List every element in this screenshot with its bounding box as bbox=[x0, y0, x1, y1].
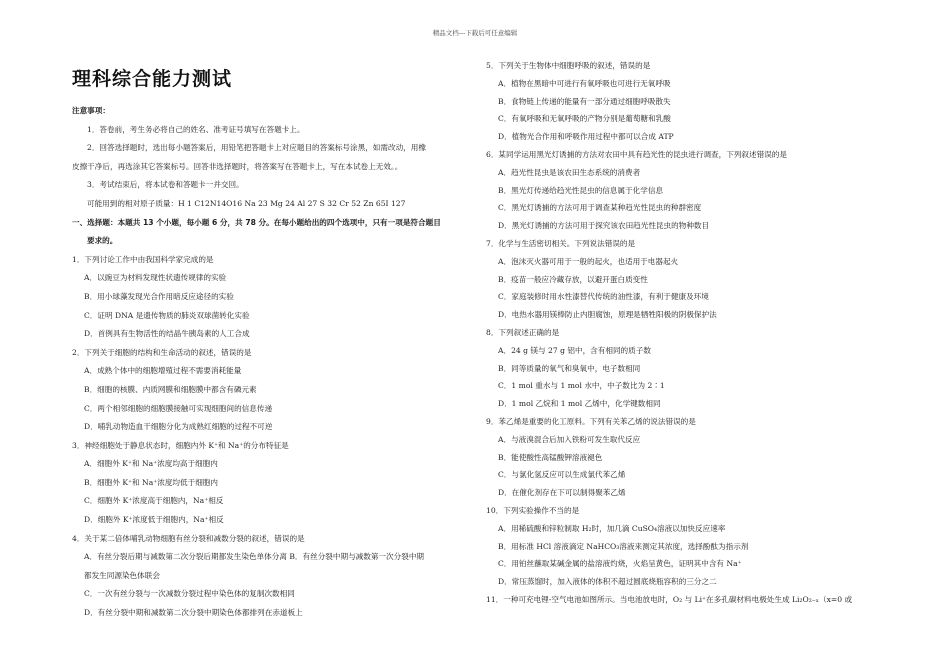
question-option: B．细胞外 K⁺和 Na⁺浓度均低于细胞内 bbox=[84, 477, 218, 487]
question-option: A．有丝分裂后期与减数第二次分裂后期都发生染色单体分离 B．有丝分裂中期与减数第一次分裂中期 bbox=[84, 552, 425, 562]
notice-heading: 注意事项： bbox=[72, 106, 110, 115]
question-stem: 6．某同学运用黑光灯诱捕的方法对农田中具有趋光性的昆虫进行调查，下列叙述错误的是 bbox=[486, 149, 787, 159]
question-option: A．成熟个体中的细胞增殖过程不需要消耗能量 bbox=[84, 366, 242, 376]
question-option: 都发生同源染色体联会 bbox=[84, 570, 160, 580]
question-option: C．证明 DNA 是遗传物质的肺炎双球菌转化实验 bbox=[84, 310, 250, 320]
question-option: A．用稀硫酸和锌粒制取 H₂时，加几滴 CuSO₄溶液以加快反应速率 bbox=[498, 523, 726, 533]
left-column bbox=[72, 60, 467, 626]
question-option: A．植物在黑暗中可进行有氧呼吸也可进行无氧呼吸 bbox=[498, 78, 671, 88]
question-stem: 2．下列关于细胞的结构和生命活动的叙述，错误的是 bbox=[72, 347, 252, 357]
question-option: C．细胞外 K⁺浓度高于细胞内，Na⁺相反 bbox=[84, 496, 224, 506]
question-option: D．电热水器用镁棒防止内胆腐蚀，原理是牺牲阳极的阴极保护法 bbox=[498, 310, 717, 320]
question-option: A．以豌豆为材料发现性状遗传规律的实验 bbox=[84, 273, 227, 283]
question-stem: 4．关于某二倍体哺乳动物细胞有丝分裂和减数分裂的叙述，错误的是 bbox=[72, 533, 305, 543]
question-option: A．泡沫灭火器可用于一般的起火，也适用于电器起火 bbox=[498, 256, 679, 266]
question-option: D．细胞外 K⁺浓度低于细胞内，Na⁺相反 bbox=[84, 515, 224, 525]
question-option: B．同等质量的氧气和臭氧中，电子数相同 bbox=[498, 363, 641, 373]
question-option: D．哺乳动物造血干细胞分化为成熟红细胞的过程不可逆 bbox=[84, 422, 273, 432]
question-option: B．能使酸性高锰酸钾溶液褪色 bbox=[498, 452, 603, 462]
question-stem: 8．下列叙述正确的是 bbox=[486, 327, 560, 337]
question-option: C．一次有丝分裂与一次减数分裂过程中染色体的复制次数相同 bbox=[84, 589, 295, 599]
notice-line: 3．考试结束后，将本试卷和答题卡一并交回。 bbox=[87, 180, 244, 190]
question-option: B．用标准 HCl 溶液滴定 NaHCO₃溶液来测定其浓度，选择酚酞为指示剂 bbox=[498, 541, 749, 551]
question-option: C．1 mol 重水与 1 mol 水中，中子数比为 2∶1 bbox=[498, 381, 665, 391]
notice-line: 1．答卷前，考生务必将自己的姓名、准考证号填写在答题卡上。 bbox=[87, 124, 305, 134]
question-option: D．首例具有生物活性的结晶牛胰岛素的人工合成 bbox=[84, 329, 250, 339]
question-stem: 5．下列关于生物体中细胞呼吸的叙述，错误的是 bbox=[486, 61, 651, 70]
question-option: A．细胞外 K⁺和 Na⁺浓度均高于细胞内 bbox=[84, 459, 218, 469]
question-option: C．黑光灯诱捕的方法可用于调查某种趋光性昆虫的种群密度 bbox=[498, 203, 702, 213]
section-heading: 一、选择题：本题共 13 个小题，每小题 6 分，共 78 分。在每小题给出的四个选项中，只有一项是符合题目 bbox=[72, 217, 441, 227]
question-option: C．与氯化氢反应可以生成氯代苯乙烯 bbox=[498, 470, 626, 480]
question-option: D．植物光合作用和呼吸作用过程中都可以合成 ATP bbox=[498, 132, 674, 142]
question-option: C．家庭装修时用水性漆替代传统的油性漆，有利于健康及环境 bbox=[498, 292, 709, 302]
section-heading-cont: 要求的。 bbox=[87, 236, 118, 246]
question-option: D．黑光灯诱捕的方法可用于探究该农田趋光性昆虫的物种数目 bbox=[498, 221, 710, 231]
question-option: B．黑光灯传递给趋光性昆虫的信息属于化学信息 bbox=[498, 185, 664, 195]
question-option: B．用小球藻发现光合作用暗反应途径的实验 bbox=[84, 291, 234, 301]
question-option: D．有丝分裂中期和减数第二次分裂中期染色体都排列在赤道板上 bbox=[84, 608, 303, 618]
question-stem: 7．化学与生活密切相关。下列说法错误的是 bbox=[486, 238, 636, 248]
right-question-list bbox=[486, 60, 881, 605]
question-stem: 10．下列实验操作不当的是 bbox=[486, 505, 580, 515]
question-stem: 1．下列讨论工作中由我国科学家完成的是 bbox=[72, 254, 214, 264]
question-stem: 11．一种可充电锂-空气电池如图所示。当电池放电时，O₂ 与 Li⁺在多孔碳材料电极处生成 Li₂O₂₋ₓ（x=0 或 bbox=[486, 594, 853, 604]
notice-line: 皮擦干净后，再选涂其它答案标号。回答非选择题时，将答案写在答题卡上，写在本试卷上无效。。 bbox=[72, 161, 403, 171]
right-column bbox=[486, 60, 881, 612]
question-option: D．1 mol 乙烷和 1 mol 乙烯中，化学键数相同 bbox=[498, 399, 661, 409]
question-option: A．24 g 镁与 27 g 铝中，含有相同的质子数 bbox=[498, 345, 651, 355]
question-option: B．细胞的核膜、内质网膜和细胞膜中都含有磷元素 bbox=[84, 384, 257, 394]
left-question-list bbox=[72, 254, 467, 618]
question-option: C．有氧呼吸和无氧呼吸的产物分别是葡萄糖和乳酸 bbox=[498, 114, 671, 124]
question-stem: 3．神经细胞处于静息状态时，细胞内外 K⁺和 Na⁺的分布特征是 bbox=[72, 440, 289, 450]
question-option: D．常压蒸馏时，加入液体的体积不超过圆底烧瓶容积的三分之二 bbox=[498, 577, 717, 587]
question-stem: 9．苯乙烯是重要的化工原料。下列有关苯乙烯的说法错误的是 bbox=[486, 416, 696, 426]
question-option: C．两个相邻细胞的细胞膜接触可实现细胞间的信息传递 bbox=[84, 403, 273, 413]
page-title: 理科综合能力测试 bbox=[72, 68, 233, 90]
notice-line: 2．回答选择题时，选出每小题答案后，用铅笔把答题卡上对应题目的答案标号涂黑，如需改动，用橡 bbox=[87, 143, 426, 153]
question-option: B．疫苗一般应冷藏存放，以避开蛋白质变性 bbox=[498, 274, 648, 284]
question-option: D．在催化剂存在下可以制得聚苯乙烯 bbox=[498, 488, 626, 498]
question-option: A．趋光性昆虫是该农田生态系统的消费者 bbox=[498, 167, 641, 177]
question-option: C．用铂丝蘸取某碱金属的盐溶液灼烧，火焰呈黄色，证明其中含有 Na⁺ bbox=[498, 559, 742, 569]
atomic-mass-line: 可能用到的相对原子质量：H 1 C12N14O16 Na 23 Mg 24 Al 27 S 32 Cr 52 Zn 65I 127 bbox=[87, 198, 406, 208]
page-header: 精品文档---下载后可任意编辑 bbox=[432, 29, 518, 37]
question-option: A．与液溴混合后加入铁粉可发生取代反应 bbox=[498, 434, 641, 444]
question-option: B．食物链上传递的能量有一部分通过细胞呼吸散失 bbox=[498, 96, 671, 106]
